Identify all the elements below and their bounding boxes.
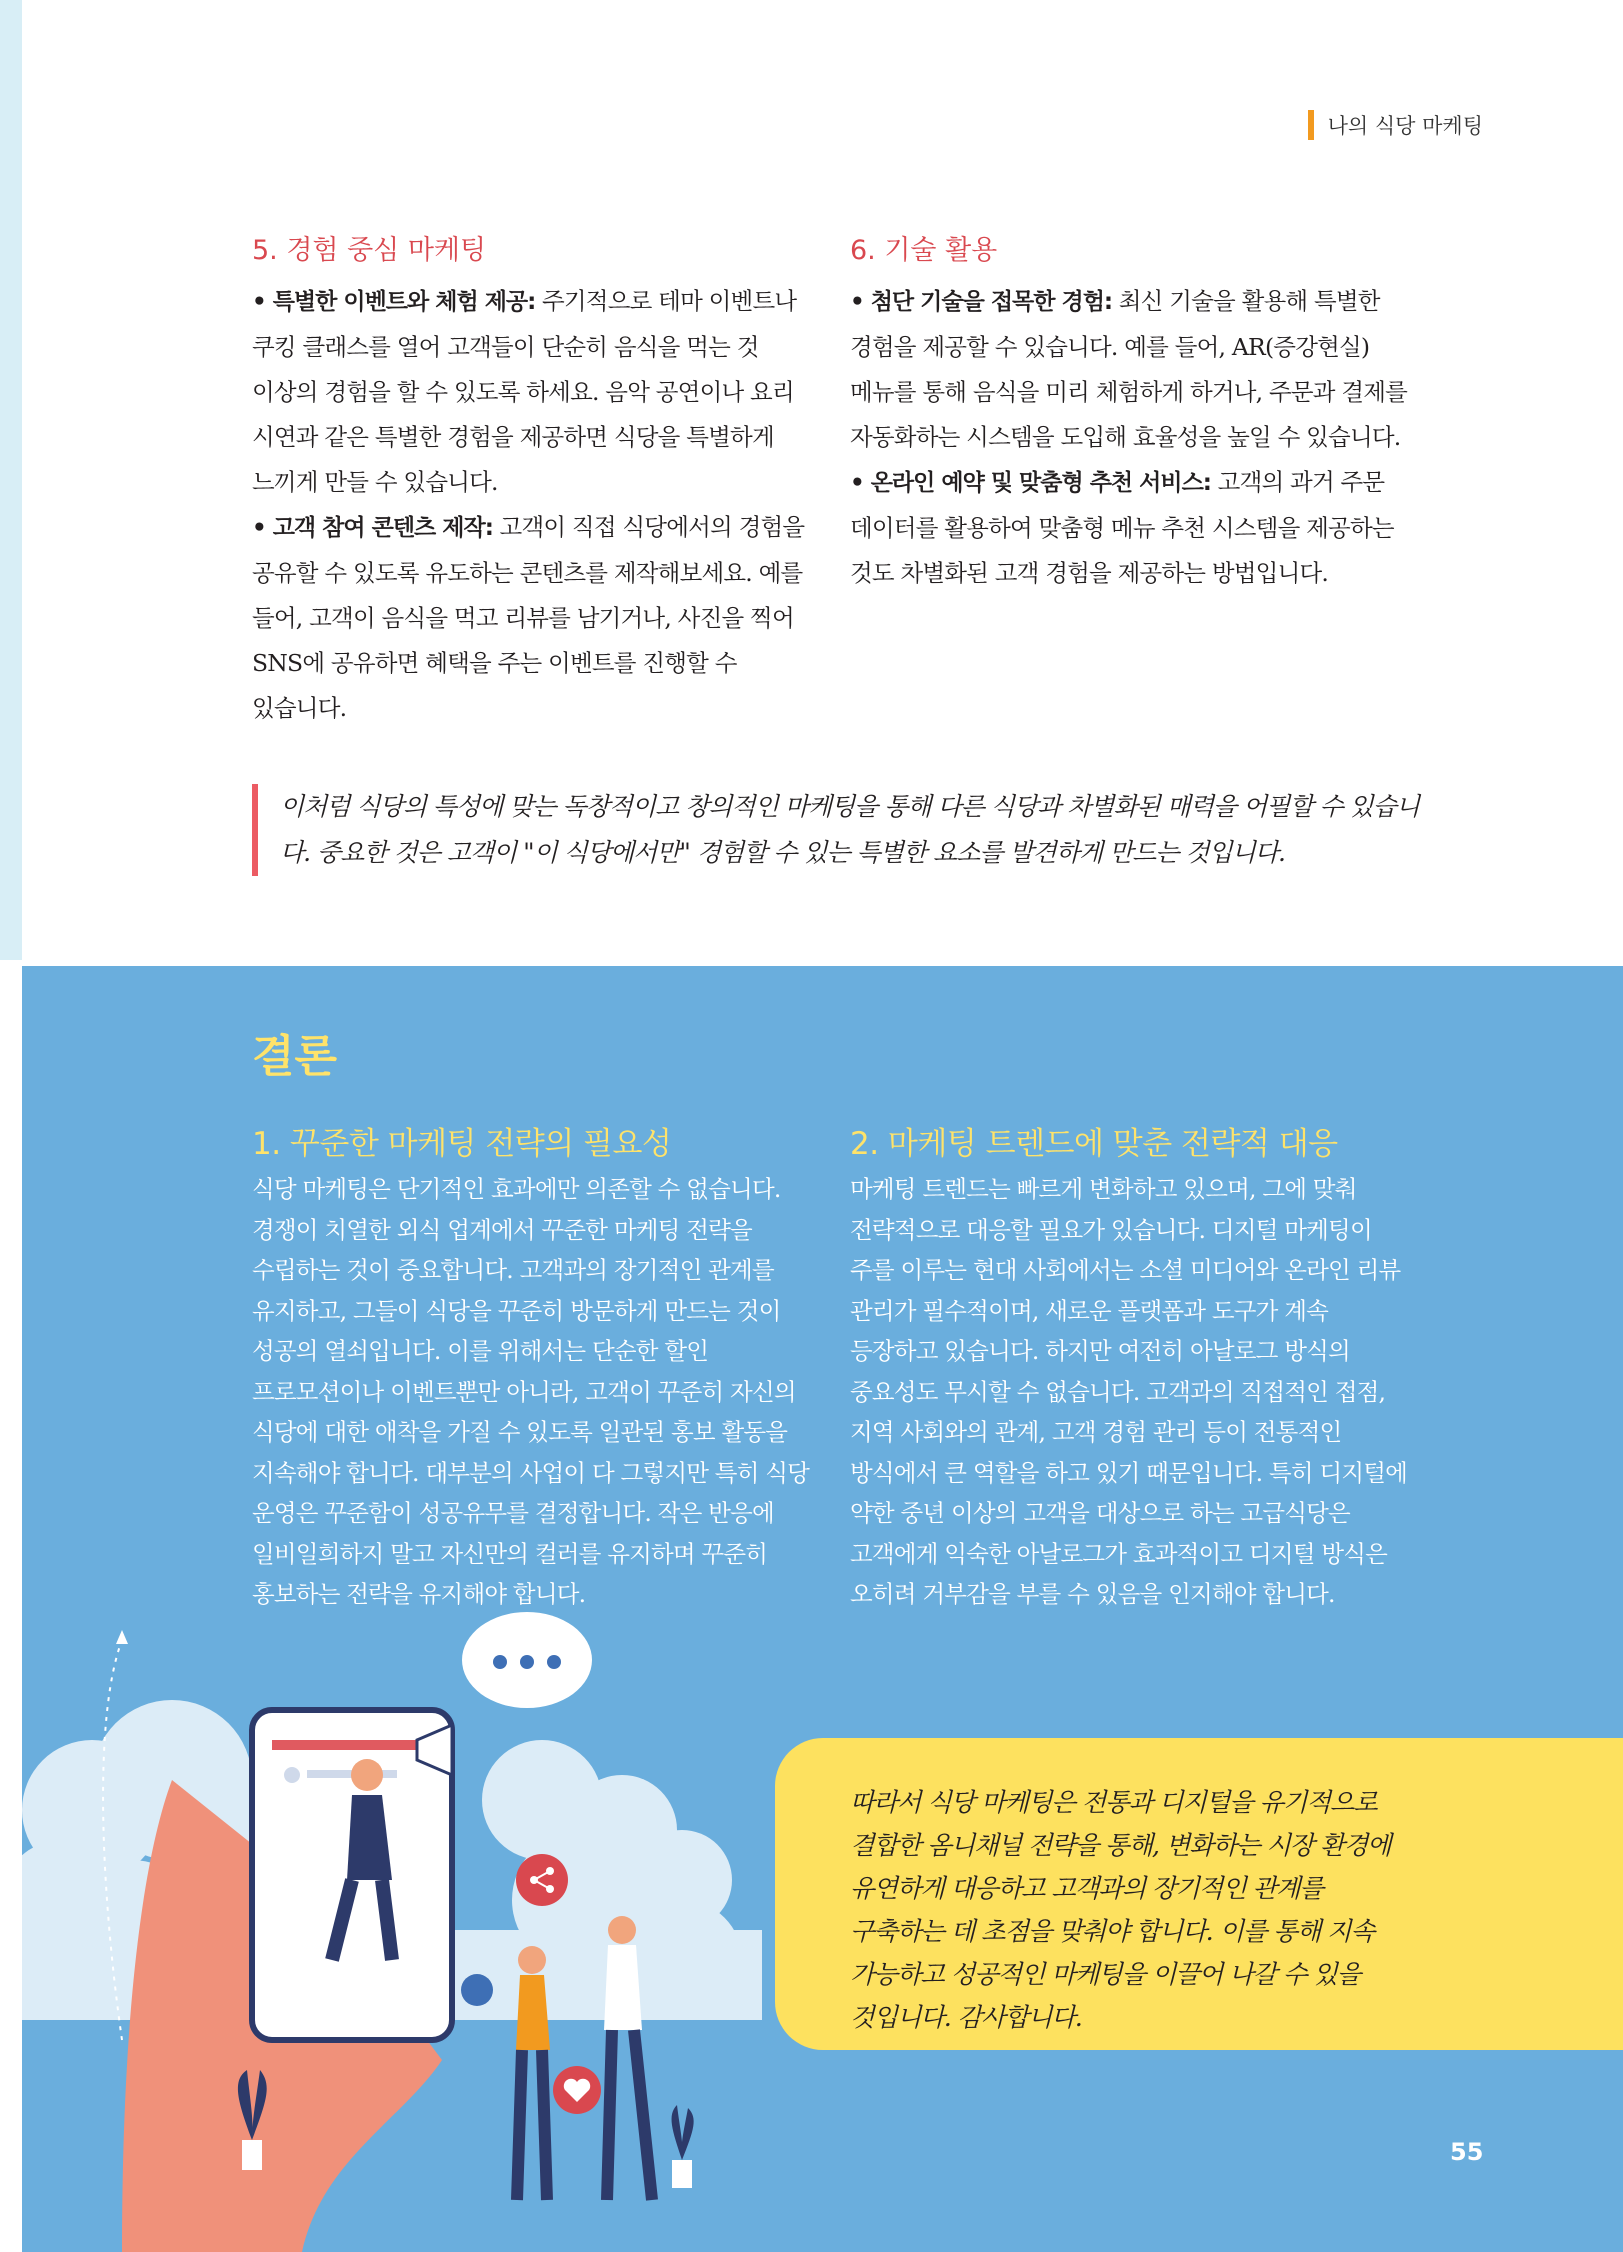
bullet-paragraph: • 첨단 기술을 접목한 경험: 최신 기술을 활용해 특별한 경험을 제공할 수 있습니다. 예를 들어, AR(증강현실) 메뉴를 통해 음식을 미리 체험하게 하거나, 주문과 결제를 자동화하는 시스템을 도입해 효율성을 높일 수 있습니다.: [850, 287, 1408, 451]
heart-icon: [553, 2066, 601, 2114]
arrow-head-icon: [116, 1630, 128, 1644]
marketing-illustration: [22, 1600, 762, 2252]
conclusion-column-right: [850, 1118, 1415, 1615]
conclusion-subtitle: 2. 마케팅 트렌드에 맞춘 전략적 대응: [850, 1126, 1338, 1162]
section-experience-marketing: [252, 228, 812, 731]
left-stripe: [0, 0, 22, 960]
speech-bubble-icon: [462, 1612, 592, 1708]
running-header: [1308, 110, 1483, 140]
conclusion-paragraph: 마케팅 트렌드는 빠르게 변화하고 있으며, 그에 맞춰 전략적으로 대응할 필요가 있습니다. 디지털 마케팅이 주를 이루는 현대 사회에서는 소셜 미디어와 온라인 리뷰 관리가 필수적이며, 새로운 플랫폼과 도구가 계속 등장하고 있습니다. 하지만 여전히 아날로그 방식의 중요성도 무시할 수 없습니다. 고객과의 직접적인 접점, 지역 사회와의 관계, 고객 경험 관리 등이 전통적인 방식에서 큰 역할을 하고 있기 때문입니다. 특히 디지털에 약한 중년 이상의 고객을 대상으로 하는 고급식당은 고객에게 익숙한 아날로그가 효과적이고 디지털 방식은 오히려 거부감을 부를 수 있음을 인지해야 합니다.: [850, 1175, 1408, 1608]
closing-callout-text: 따라서 식당 마케팅은 전통과 디지털을 유기적으로 결합한 옴니채널 전략을 통해, 변화하는 시장 환경에 유연하게 대응하고 고객과의 장기적인 관계를 구축하는 데 초점을 맞춰야 합니다. 이를 통해 지속 가능하고 성공적인 마케팅을 이끌어 나갈 수 있을 것입니다. 감사합니다.: [850, 1788, 1391, 2033]
share-icon: [516, 1854, 568, 1906]
bullet-paragraph: • 온라인 예약 및 맞춤형 추천 서비스: 고객의 과거 주문 데이터를 활용하여 맞춤형 메뉴 추천 시스템을 제공하는 것도 차별화된 고객 경험을 제공하는 방법입니다.: [850, 468, 1394, 587]
section-title: 5. 경험 중심 마케팅: [252, 235, 487, 266]
header-accent-bar: [1308, 110, 1314, 140]
conclusion-paragraph: 식당 마케팅은 단기적인 효과에만 의존할 수 없습니다. 경쟁이 치열한 외식 업계에서 꾸준한 마케팅 전략을 수립하는 것이 중요합니다. 고객과의 장기적인 관계를 유지하고, 그들이 식당을 꾸준히 방문하게 만드는 것이 성공의 열쇠입니다. 이를 위해서는 단순한 할인 프로모션이나 이벤트뿐만 아니라, 고객이 꾸준히 자신의 식당에 대한 애착을 가질 수 있도록 일관된 홍보 활동을 지속해야 합니다. 대부분의 사업이 다 그렇지만 특히 식당 운영은 꾸준함이 성공유무를 결정합니다. 작은 반응에 일비일희하지 말고 자신만의 컬러를 유지하며 꾸준히 홍보하는 전략을 유지해야 합니다.: [252, 1175, 810, 1608]
conclusion-title: 결론: [252, 1031, 338, 1082]
header-section-label: 나의 식당 마케팅: [1327, 114, 1483, 138]
like-icon: [461, 1974, 493, 2006]
conclusion-column-left: [252, 1118, 817, 1615]
page-number: 55: [1450, 2138, 1484, 2166]
pull-quote: 이처럼 식당의 특성에 맞는 독창적이고 창의적인 마케팅을 통해 다른 식당과 차별화된 매력을 어필할 수 있습니다. 중요한 것은 고객이 "이 식당에서만" 경험할 수 있는 특별한 요소를 발견하게 만드는 것입니다.: [252, 784, 1440, 876]
bullet-paragraph: • 고객 참여 콘텐츠 제작: 고객이 직접 식당에서의 경험을 공유할 수 있도록 유도하는 콘텐츠를 제작해보세요. 예를 들어, 고객이 음식을 먹고 리뷰를 남기거나, 사진을 찍어 SNS에 공유하면 혜택을 주는 이벤트를 진행할 수 있습니다.: [252, 513, 805, 722]
bullet-paragraph: • 특별한 이벤트와 체험 제공: 주기적으로 테마 이벤트나 쿠킹 클래스를 열어 고객들이 단순히 음식을 먹는 것 이상의 경험을 할 수 있도록 하세요. 음악 공연이나 요리 시연과 같은 특별한 경험을 제공하면 식당을 특별하게 느끼게 만들 수 있습니다.: [252, 287, 797, 496]
section-technology: [850, 228, 1410, 596]
conclusion-subtitle: 1. 꾸준한 마케팅 전략의 필요성: [252, 1126, 672, 1162]
section-title: 6. 기술 활용: [850, 235, 998, 266]
